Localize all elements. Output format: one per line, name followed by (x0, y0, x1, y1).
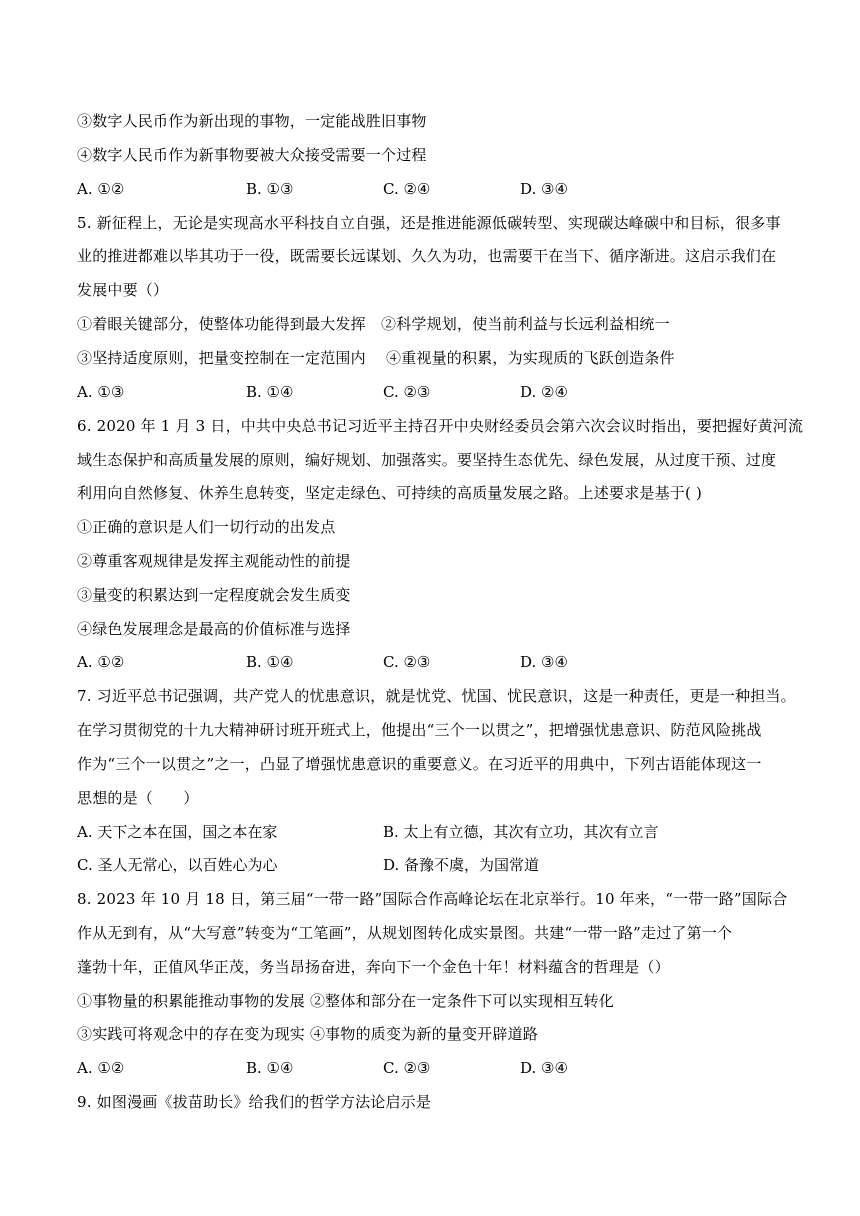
q8-stem-line-1: 8. 2023 年 10 月 18 日，第三届“一带一路”国际合作高峰论坛在北京举行。10 年来，“一带一路”国际合 (77, 890, 788, 908)
q4-options (77, 179, 777, 199)
q8-stem-line-3: 蓬勃十年，正值风华正茂，务当昂扬奋进，奔向下一个金色十年！材料蕴含的哲理是（） (77, 958, 670, 976)
q4-option-b[interactable]: B. ①③ (246, 180, 294, 198)
q4-option-c[interactable]: C. ②④ (383, 180, 431, 198)
q8-option-d[interactable]: D. ③④ (520, 1059, 568, 1077)
q6-item-4: ④绿色发展理念是最高的价值标准与选择 (77, 620, 351, 638)
q6-option-d[interactable]: D. ③④ (520, 653, 568, 671)
q7-options-row-2 (77, 855, 777, 875)
q7-stem-line-2: 在学习贯彻党的十九大精神研讨班开班式上，他提出“三个一以贯之”，把增强忧患意识、防范风险挑战 (77, 721, 762, 739)
q7-stem-line-3: 作为“三个一以贯之”之一，凸显了增强忧患意识的重要意义。在习近平的用典中，下列古语能体现这一 (77, 755, 762, 773)
q4-option-d[interactable]: D. ③④ (520, 180, 568, 198)
q4-option-a[interactable]: A. ①② (77, 180, 125, 198)
q8-option-a[interactable]: A. ①② (77, 1059, 125, 1077)
q7-options-row-1 (77, 822, 777, 842)
q5-items-line-2: ③坚持适度原则，把量变控制在一定范围内 ④重视量的积累，为实现质的飞跃创造条件 (77, 349, 675, 367)
q4-item-3: ③数字人民币作为新出现的事物，一定能战胜旧事物 (77, 112, 427, 130)
q6-option-a[interactable]: A. ①② (77, 653, 125, 671)
q6-stem-line-3: 利用向自然修复、休养生息转变，坚定走绿色、可持续的高质量发展之路。上述要求是基于( ) (77, 484, 703, 502)
q5-stem-line-3: 发展中要（） (77, 281, 169, 299)
q7-option-c[interactable]: C. 圣人无常心，以百姓心为心 (77, 856, 278, 874)
q7-stem-line-1: 7. 习近平总书记强调，共产党人的忧患意识，就是忧党、忧国、忧民意识，这是一种责任，更是一种担当。 (77, 687, 796, 705)
q8-option-c[interactable]: C. ②③ (383, 1059, 431, 1077)
q6-options (77, 652, 777, 672)
q9-stem: 9. 如图漫画《拔苗助长》给我们的哲学方法论启示是 (77, 1093, 432, 1111)
q4-item-4: ④数字人民币作为新事物要被大众接受需要一个过程 (77, 146, 427, 164)
q6-option-b[interactable]: B. ①④ (246, 653, 294, 671)
q7-option-b[interactable]: B. 太上有立德，其次有立功，其次有立言 (383, 823, 659, 841)
q5-options (77, 382, 777, 402)
q5-option-b[interactable]: B. ①④ (246, 383, 294, 401)
q8-items-line-1: ①事物量的积累能推动事物的发展 ②整体和部分在一定条件下可以实现相互转化 (77, 992, 614, 1010)
q5-option-a[interactable]: A. ①③ (77, 383, 125, 401)
q5-stem-line-1: 5. 新征程上，无论是实现高水平科技自立自强，还是推进能源低碳转型、实现碳达峰碳中和目标，很多事 (77, 214, 781, 232)
q5-items-line-1: ①着眼关键部分，使整体功能得到最大发挥 ②科学规划，使当前利益与长远利益相统一 (77, 315, 670, 333)
q6-option-c[interactable]: C. ②③ (383, 653, 431, 671)
q7-option-d[interactable]: D. 备豫不虞，为国常道 (383, 856, 540, 874)
q8-options (77, 1058, 777, 1078)
q6-item-2: ②尊重客观规律是发挥主观能动性的前提 (77, 552, 351, 570)
q8-stem-line-2: 作从无到有，从“大写意”转变为“工笔画”，从规划图转化成实景图。共建“一带一路”走过了第一个 (77, 924, 733, 942)
q6-item-1: ①正确的意识是人们一切行动的出发点 (77, 518, 336, 536)
q8-items-line-2: ③实践可将观念中的存在变为现实 ④事物的质变为新的量变开辟道路 (77, 1025, 538, 1043)
q6-stem-line-2: 域生态保护和高质量发展的原则，编好规划、加强落实。要坚持生态优先、绿色发展，从过度干预、过度 (77, 451, 777, 469)
q7-stem-line-4: 思想的是（ ） (77, 789, 199, 807)
q7-option-a[interactable]: A. 天下之本在国，国之本在家 (77, 823, 278, 841)
q6-item-3: ③量变的积累达到一定程度就会发生质变 (77, 586, 351, 604)
q8-option-b[interactable]: B. ①④ (246, 1059, 294, 1077)
q5-option-d[interactable]: D. ②④ (520, 383, 568, 401)
q5-stem-line-2: 业的推进都难以毕其功于一役，既需要长远谋划、久久为功，也需要干在当下、循序渐进。这启示我们在 (77, 247, 777, 265)
q6-stem-line-1: 6. 2020 年 1 月 3 日，中共中央总书记习近平主持召开中央财经委员会第六次会议时指出，要把握好黄河流 (77, 417, 804, 435)
q5-option-c[interactable]: C. ②③ (383, 383, 431, 401)
